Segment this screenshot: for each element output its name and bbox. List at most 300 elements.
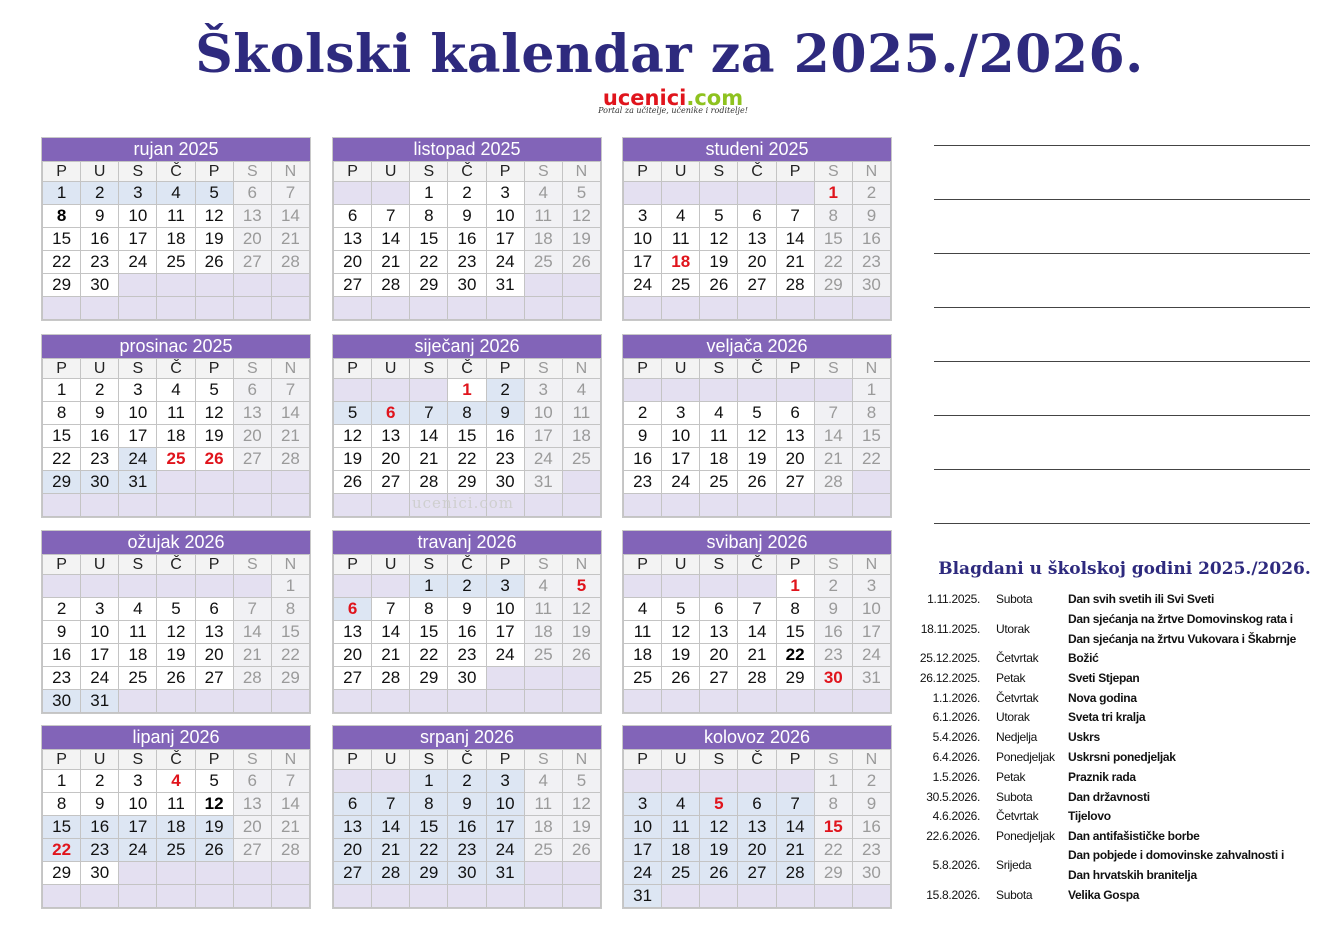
day-cell: 23 <box>448 839 486 862</box>
weekday-header: S <box>700 359 738 379</box>
empty-cell <box>624 494 662 517</box>
day-cell: 21 <box>271 425 309 448</box>
logo-text-part2: .com <box>686 86 744 110</box>
day-cell: 23 <box>852 839 890 862</box>
empty-cell <box>562 274 600 297</box>
note-line <box>934 199 1310 200</box>
day-cell: 10 <box>119 793 157 816</box>
day-cell: 23 <box>852 251 890 274</box>
day-cell: 10 <box>624 228 662 251</box>
day-cell: 12 <box>562 205 600 228</box>
empty-cell <box>662 770 700 793</box>
day-cell: 19 <box>157 644 195 667</box>
weekday-header: P <box>776 555 814 575</box>
weekday-header: P <box>334 750 372 770</box>
holiday-name: Nova godina <box>1068 691 1137 705</box>
empty-cell <box>157 274 195 297</box>
holiday-row <box>900 730 1330 750</box>
holiday-name: Dan državnosti <box>1068 790 1150 804</box>
day-cell: 29 <box>43 862 81 885</box>
day-cell: 14 <box>776 228 814 251</box>
weekday-header: S <box>119 555 157 575</box>
day-cell: 26 <box>195 448 233 471</box>
day-cell: 11 <box>157 205 195 228</box>
day-cell: 16 <box>81 228 119 251</box>
weekday-header: N <box>562 750 600 770</box>
day-cell: 17 <box>119 228 157 251</box>
day-cell: 20 <box>738 251 776 274</box>
empty-cell <box>524 297 562 320</box>
day-cell: 12 <box>195 205 233 228</box>
day-cell: 5 <box>195 379 233 402</box>
day-cell: 22 <box>410 251 448 274</box>
empty-cell <box>157 690 195 713</box>
empty-cell <box>410 690 448 713</box>
day-cell: 24 <box>81 667 119 690</box>
day-cell: 29 <box>448 471 486 494</box>
day-cell: 9 <box>852 793 890 816</box>
weekday-header: Č <box>157 359 195 379</box>
day-cell: 12 <box>562 793 600 816</box>
empty-cell <box>334 885 372 908</box>
empty-cell <box>334 379 372 402</box>
day-cell: 21 <box>410 448 448 471</box>
empty-cell <box>662 379 700 402</box>
weekday-header: N <box>562 555 600 575</box>
day-cell: 15 <box>271 621 309 644</box>
day-cell: 23 <box>486 448 524 471</box>
weekday-header: P <box>195 750 233 770</box>
weekday-header: U <box>662 359 700 379</box>
day-cell: 29 <box>271 667 309 690</box>
logo-text-part1: ucenici <box>602 86 687 110</box>
day-cell: 8 <box>410 598 448 621</box>
day-cell: 12 <box>738 425 776 448</box>
empty-cell <box>624 575 662 598</box>
empty-cell <box>410 885 448 908</box>
empty-cell <box>662 575 700 598</box>
empty-cell <box>233 274 271 297</box>
day-cell: 14 <box>233 621 271 644</box>
day-cell: 8 <box>43 402 81 425</box>
weekday-header: P <box>486 162 524 182</box>
day-cell: 2 <box>81 770 119 793</box>
empty-cell <box>334 182 372 205</box>
weekday-header: Č <box>738 359 776 379</box>
day-cell: 7 <box>271 770 309 793</box>
day-cell: 26 <box>700 274 738 297</box>
empty-cell <box>486 667 524 690</box>
day-cell: 26 <box>157 667 195 690</box>
empty-cell <box>662 297 700 320</box>
empty-cell <box>776 494 814 517</box>
day-cell: 2 <box>852 770 890 793</box>
weekday-header: N <box>271 162 309 182</box>
day-cell: 11 <box>524 793 562 816</box>
day-cell: 19 <box>195 816 233 839</box>
empty-cell <box>372 690 410 713</box>
day-cell: 26 <box>562 839 600 862</box>
weekday-header: S <box>119 162 157 182</box>
day-cell: 14 <box>738 621 776 644</box>
weekday-header: U <box>372 359 410 379</box>
day-cell: 8 <box>43 205 81 228</box>
day-cell: 7 <box>738 598 776 621</box>
day-cell: 25 <box>524 644 562 667</box>
day-cell: 20 <box>195 644 233 667</box>
month-calendar <box>332 530 602 714</box>
day-cell: 7 <box>233 598 271 621</box>
day-cell: 28 <box>814 471 852 494</box>
day-cell: 13 <box>195 621 233 644</box>
weekday-header: S <box>410 555 448 575</box>
day-cell: 22 <box>410 644 448 667</box>
day-cell: 1 <box>43 770 81 793</box>
day-cell: 22 <box>271 644 309 667</box>
day-cell: 11 <box>119 621 157 644</box>
empty-cell <box>700 182 738 205</box>
day-cell: 8 <box>814 205 852 228</box>
day-cell: 6 <box>334 205 372 228</box>
day-cell: 23 <box>43 667 81 690</box>
empty-cell <box>738 770 776 793</box>
empty-cell <box>662 182 700 205</box>
weekday-header: P <box>486 750 524 770</box>
day-cell: 31 <box>119 471 157 494</box>
day-cell: 18 <box>524 816 562 839</box>
day-cell: 6 <box>233 770 271 793</box>
day-cell: 7 <box>776 205 814 228</box>
day-cell: 29 <box>410 667 448 690</box>
empty-cell <box>814 885 852 908</box>
day-cell: 11 <box>157 402 195 425</box>
holiday-row <box>900 848 1330 888</box>
weekday-header: P <box>43 555 81 575</box>
day-cell: 28 <box>410 471 448 494</box>
month-title: rujan 2025 <box>42 138 310 161</box>
day-cell: 27 <box>372 471 410 494</box>
day-cell: 17 <box>486 816 524 839</box>
day-cell: 12 <box>700 816 738 839</box>
day-cell: 4 <box>662 793 700 816</box>
day-cell: 1 <box>271 575 309 598</box>
day-cell: 29 <box>410 862 448 885</box>
day-cell: 7 <box>271 182 309 205</box>
day-cell: 30 <box>852 862 890 885</box>
empty-cell <box>157 471 195 494</box>
holiday-date: 25.12.2025. <box>919 651 980 665</box>
day-cell: 28 <box>372 862 410 885</box>
day-cell: 10 <box>486 793 524 816</box>
empty-cell <box>372 770 410 793</box>
day-cell: 7 <box>814 402 852 425</box>
day-cell: 10 <box>624 816 662 839</box>
weekday-header: S <box>233 750 271 770</box>
day-cell: 14 <box>372 621 410 644</box>
weekday-header: N <box>562 162 600 182</box>
empty-cell <box>81 575 119 598</box>
empty-cell <box>524 274 562 297</box>
day-cell: 10 <box>119 402 157 425</box>
holiday-name: Sveti Stjepan <box>1068 671 1140 685</box>
day-cell: 9 <box>448 598 486 621</box>
holiday-weekday: Ponedjeljak <box>996 829 1055 843</box>
day-cell: 17 <box>119 425 157 448</box>
empty-cell <box>814 494 852 517</box>
day-cell: 1 <box>814 182 852 205</box>
holidays-title: Blagdani u školskoj godini 2025./2026. <box>938 559 1311 579</box>
day-cell: 23 <box>448 644 486 667</box>
day-cell: 24 <box>524 448 562 471</box>
day-cell: 18 <box>562 425 600 448</box>
day-cell: 2 <box>448 575 486 598</box>
empty-cell <box>776 690 814 713</box>
weekday-header: S <box>700 162 738 182</box>
empty-cell <box>271 885 309 908</box>
weekday-header: Č <box>738 555 776 575</box>
empty-cell <box>119 575 157 598</box>
day-cell: 6 <box>776 402 814 425</box>
empty-cell <box>271 494 309 517</box>
day-cell: 30 <box>448 862 486 885</box>
empty-cell <box>776 182 814 205</box>
weekday-header: P <box>195 555 233 575</box>
day-cell: 9 <box>81 205 119 228</box>
day-cell: 4 <box>157 770 195 793</box>
day-cell: 2 <box>448 182 486 205</box>
day-cell: 18 <box>157 228 195 251</box>
month-title: ožujak 2026 <box>42 531 310 554</box>
weekday-header: S <box>700 750 738 770</box>
day-cell: 13 <box>233 402 271 425</box>
empty-cell <box>814 379 852 402</box>
day-cell: 10 <box>852 598 890 621</box>
day-cell: 2 <box>624 402 662 425</box>
day-cell: 30 <box>486 471 524 494</box>
day-cell: 12 <box>662 621 700 644</box>
day-cell: 13 <box>233 793 271 816</box>
day-cell: 12 <box>157 621 195 644</box>
day-cell: 17 <box>524 425 562 448</box>
empty-cell <box>448 297 486 320</box>
day-cell: 8 <box>410 205 448 228</box>
day-cell: 10 <box>486 205 524 228</box>
day-cell: 27 <box>738 862 776 885</box>
day-cell: 18 <box>157 816 195 839</box>
day-cell: 25 <box>662 274 700 297</box>
day-cell: 2 <box>814 575 852 598</box>
day-cell: 9 <box>448 793 486 816</box>
day-cell: 25 <box>524 839 562 862</box>
weekday-header: S <box>814 359 852 379</box>
empty-cell <box>43 575 81 598</box>
holiday-weekday: Subota <box>996 790 1033 804</box>
weekday-header: N <box>852 555 890 575</box>
day-cell: 7 <box>776 793 814 816</box>
day-cell: 19 <box>738 448 776 471</box>
site-logo[interactable] <box>583 86 763 115</box>
day-cell: 17 <box>624 839 662 862</box>
day-cell: 3 <box>662 402 700 425</box>
day-cell: 3 <box>486 770 524 793</box>
day-cell: 16 <box>448 816 486 839</box>
day-cell: 24 <box>624 862 662 885</box>
day-cell: 14 <box>372 816 410 839</box>
day-cell: 19 <box>562 816 600 839</box>
weekday-header: U <box>662 555 700 575</box>
day-cell: 27 <box>233 839 271 862</box>
holiday-row <box>900 770 1330 790</box>
empty-cell <box>562 862 600 885</box>
day-cell: 2 <box>852 182 890 205</box>
day-cell: 9 <box>43 621 81 644</box>
day-cell: 8 <box>776 598 814 621</box>
empty-cell <box>195 297 233 320</box>
holiday-name: Uskrsni ponedjeljak <box>1068 750 1176 764</box>
day-cell: 24 <box>852 644 890 667</box>
holiday-row <box>900 809 1330 829</box>
empty-cell <box>700 885 738 908</box>
empty-cell <box>562 690 600 713</box>
empty-cell <box>81 494 119 517</box>
day-cell: 3 <box>119 182 157 205</box>
note-line <box>934 145 1310 146</box>
day-cell: 12 <box>700 228 738 251</box>
day-cell: 26 <box>334 471 372 494</box>
holiday-name: Dan sjećanja na žrtve Domovinskog rata i <box>1068 612 1293 626</box>
day-cell: 20 <box>700 644 738 667</box>
empty-cell <box>776 379 814 402</box>
weekday-header: P <box>43 750 81 770</box>
day-cell: 9 <box>486 402 524 425</box>
holiday-date: 4.6.2026. <box>932 809 980 823</box>
day-cell: 21 <box>372 839 410 862</box>
day-cell: 27 <box>334 667 372 690</box>
holiday-row <box>900 710 1330 730</box>
empty-cell <box>157 297 195 320</box>
holiday-date: 5.4.2026. <box>932 730 980 744</box>
day-cell: 22 <box>814 251 852 274</box>
holiday-weekday: Srijeda <box>996 858 1032 872</box>
day-cell: 20 <box>776 448 814 471</box>
day-cell: 19 <box>195 425 233 448</box>
day-cell: 20 <box>233 425 271 448</box>
holiday-date: 1.11.2025. <box>927 592 980 606</box>
day-cell: 29 <box>410 274 448 297</box>
day-cell: 24 <box>486 644 524 667</box>
day-cell: 28 <box>271 251 309 274</box>
day-cell: 31 <box>624 885 662 908</box>
empty-cell <box>814 690 852 713</box>
empty-cell <box>334 297 372 320</box>
holiday-row <box>900 691 1330 711</box>
day-cell: 22 <box>776 644 814 667</box>
holiday-name: Dan hrvatskih branitelja <box>1068 868 1197 882</box>
day-cell: 4 <box>157 379 195 402</box>
day-cell: 19 <box>700 839 738 862</box>
day-cell: 22 <box>43 251 81 274</box>
weekday-header: S <box>410 750 448 770</box>
day-cell: 24 <box>119 839 157 862</box>
day-cell: 8 <box>852 402 890 425</box>
day-cell: 2 <box>448 770 486 793</box>
empty-cell <box>448 690 486 713</box>
day-cell: 14 <box>372 228 410 251</box>
day-cell: 18 <box>700 448 738 471</box>
day-cell: 14 <box>271 402 309 425</box>
holiday-weekday: Četvrtak <box>996 691 1039 705</box>
day-cell: 29 <box>43 274 81 297</box>
day-cell: 22 <box>43 839 81 862</box>
day-cell: 24 <box>624 274 662 297</box>
day-cell: 21 <box>776 839 814 862</box>
empty-cell <box>372 297 410 320</box>
month-title: srpanj 2026 <box>333 726 601 749</box>
day-cell: 7 <box>271 379 309 402</box>
day-cell: 12 <box>195 402 233 425</box>
empty-cell <box>624 690 662 713</box>
month-calendar <box>332 137 602 321</box>
day-cell: 10 <box>524 402 562 425</box>
day-cell: 26 <box>562 251 600 274</box>
day-cell: 5 <box>334 402 372 425</box>
day-cell: 7 <box>372 598 410 621</box>
empty-cell <box>700 379 738 402</box>
day-cell: 3 <box>852 575 890 598</box>
weekday-header: U <box>372 162 410 182</box>
day-cell: 3 <box>624 793 662 816</box>
weekday-header: S <box>814 555 852 575</box>
day-cell: 21 <box>271 228 309 251</box>
empty-cell <box>372 182 410 205</box>
month-calendar <box>622 137 892 321</box>
holiday-name: Sveta tri kralja <box>1068 710 1146 724</box>
empty-cell <box>852 885 890 908</box>
day-cell: 11 <box>524 598 562 621</box>
weekday-header: P <box>624 359 662 379</box>
day-cell: 11 <box>157 793 195 816</box>
day-cell: 1 <box>43 182 81 205</box>
empty-cell <box>233 494 271 517</box>
empty-cell <box>372 575 410 598</box>
day-cell: 9 <box>624 425 662 448</box>
holiday-date: 5.8.2026. <box>932 858 980 872</box>
empty-cell <box>562 297 600 320</box>
day-cell: 17 <box>486 621 524 644</box>
holiday-weekday: Subota <box>996 888 1033 902</box>
holiday-weekday: Petak <box>996 671 1026 685</box>
empty-cell <box>662 690 700 713</box>
empty-cell <box>119 297 157 320</box>
day-cell: 26 <box>738 471 776 494</box>
day-cell: 4 <box>562 379 600 402</box>
day-cell: 6 <box>195 598 233 621</box>
empty-cell <box>119 690 157 713</box>
month-calendar <box>41 334 311 518</box>
holiday-name: Praznik rada <box>1068 770 1136 784</box>
day-cell: 13 <box>334 816 372 839</box>
empty-cell <box>410 297 448 320</box>
empty-cell <box>562 885 600 908</box>
day-cell: 6 <box>700 598 738 621</box>
day-cell: 13 <box>776 425 814 448</box>
weekday-header: Č <box>448 359 486 379</box>
day-cell: 6 <box>334 793 372 816</box>
day-cell: 3 <box>624 205 662 228</box>
day-cell: 25 <box>700 471 738 494</box>
empty-cell <box>157 494 195 517</box>
day-cell: 15 <box>43 425 81 448</box>
